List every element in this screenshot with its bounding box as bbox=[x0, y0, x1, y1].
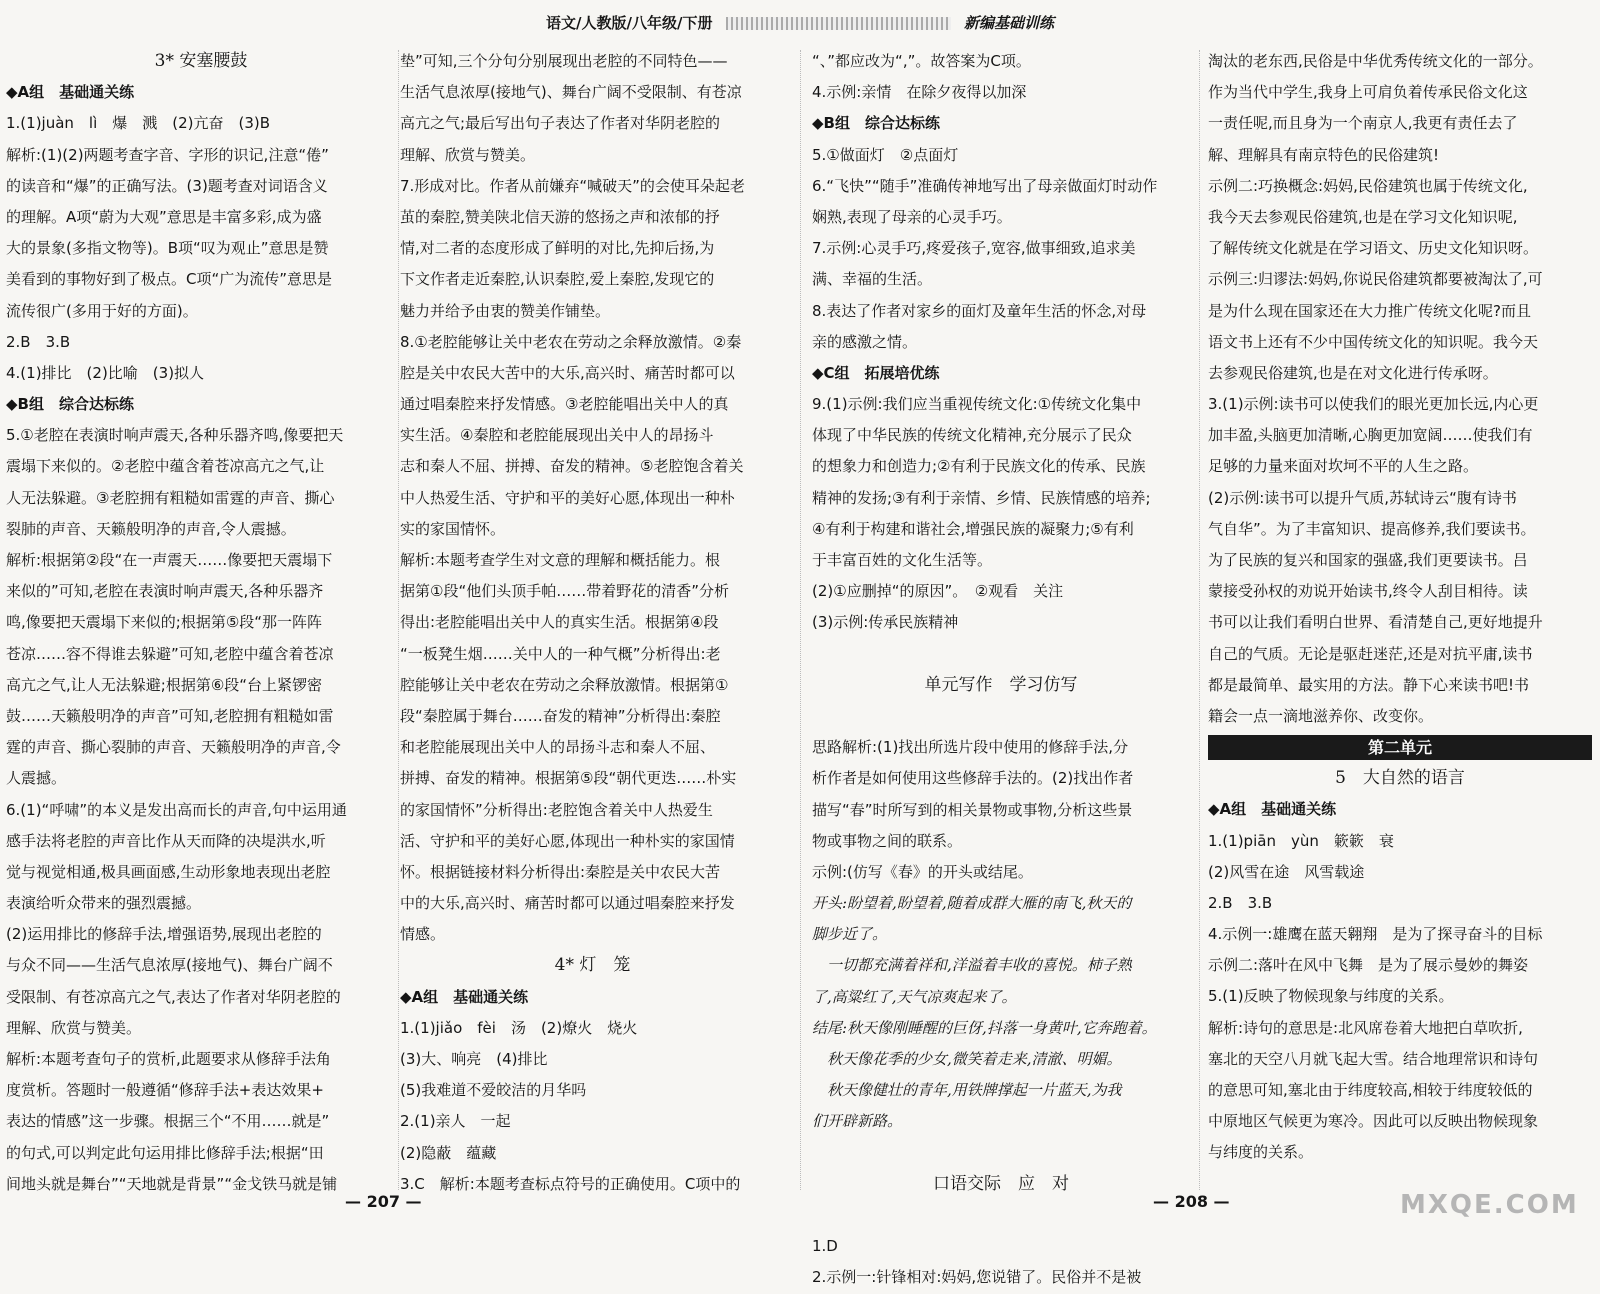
answer-line: 自己的气质。无论是驱赶迷茫,还是对抗平庸,读书 bbox=[1208, 644, 1533, 663]
answer-line: (2)隐蔽 蕴藏 bbox=[400, 1143, 497, 1162]
answer-line: 8.表达了作者对家乡的面灯及童年生活的怀念,对母 bbox=[812, 301, 1147, 320]
sample-text-line: 们开辟新路。 bbox=[812, 1112, 903, 1131]
answer-line: 解析:诗句的意思是:北风席卷着大地把白草吹折, bbox=[1208, 1018, 1523, 1037]
answer-line: 满、幸福的生活。 bbox=[812, 270, 933, 289]
section-title: 3* 安塞腰鼓 bbox=[154, 51, 248, 71]
answer-line: 娴熟,表现了母亲的心灵手巧。 bbox=[812, 207, 1012, 226]
answer-line: 苍凉……容不得谁去躲避”可知,老腔中蕴含着苍凉 bbox=[6, 644, 334, 663]
answer-line: 的理解。A项“蔚为大观”意思是丰富多彩,成为盛 bbox=[6, 207, 322, 226]
answer-line: 据第①段“他们头顶手帕……带着野花的清香”分析 bbox=[400, 582, 729, 601]
header-subject: 语文/人教版/八年级/下册 bbox=[546, 14, 713, 32]
column-divider bbox=[398, 50, 399, 1190]
answer-line: 了解传统文化就是在学习语文、历史文化知识呀。 bbox=[1208, 239, 1539, 258]
answer-line: 析作者是如何使用这些修辞手法的。(2)找出作者 bbox=[812, 769, 1134, 788]
answer-line: 活、守护和平的美好心愿,体现出一种朴实的家国情 bbox=[400, 831, 735, 850]
sample-text-line: 秋天像健壮的青年,用铁牌撑起一片蓝天,为我 bbox=[812, 1081, 1122, 1100]
answer-line: 籍会一点一滴地滋养你、改变你。 bbox=[1208, 706, 1434, 725]
answer-line: 实生活。④秦腔和老腔能展现出关中人的昂扬斗 bbox=[400, 426, 714, 445]
answer-line: (3)大、响亮 (4)排比 bbox=[400, 1050, 548, 1068]
answer-line: 解、理解具有南京特色的民俗建筑! bbox=[1208, 145, 1440, 164]
answer-line: 8.①老腔能够让关中老农在劳动之余释放激情。②秦 bbox=[400, 332, 742, 351]
answer-line: 解析:根据第②段“在一声震天……像要把天震塌下 bbox=[6, 551, 333, 569]
answer-line: 霆的声音、撕心裂肺的声音、天籁般明净的声音,令 bbox=[6, 738, 341, 757]
answer-line: 我今天去参观民俗建筑,也是在学习文化知识呢, bbox=[1208, 207, 1518, 226]
answer-line: 表演给听众带来的强烈震撼。 bbox=[6, 894, 202, 913]
answer-line: 3.C 解析:本题考查标点符号的正确使用。C项中的 bbox=[400, 1174, 741, 1193]
answer-line: 精神的发扬;③有利于亲情、乡情、民族情感的培养; bbox=[812, 488, 1151, 507]
page-number-right: — 208 — bbox=[1153, 1192, 1230, 1211]
answer-line: “一板凳生烟……关中人的一种气概”分析得出:老 bbox=[400, 644, 721, 663]
answer-line: 与纬度的关系。 bbox=[1208, 1143, 1314, 1162]
sample-text-line: 结尾:秋天像刚睡醒的巨伢,抖落一身黄叶,它奔跑着。 bbox=[812, 1018, 1157, 1037]
section-title: 4* 灯 笼 bbox=[554, 955, 631, 976]
answer-line: (2)示例:读书可以提升气质,苏轼诗云“腹有诗书 bbox=[1208, 488, 1517, 507]
group-heading: ◆A组 基础通关练 bbox=[1208, 800, 1337, 819]
answer-line: 解析:本题考查学生对文意的理解和概括能力。根 bbox=[400, 551, 721, 569]
answer-line: 通过唱秦腔来抒发情感。③老腔能唱出关中人的真 bbox=[400, 395, 729, 414]
answer-line: 的读音和“爆”的正确写法。(3)题考查对词语含义 bbox=[6, 176, 328, 195]
answer-line: 裂肺的声音、天籁般明净的声音,令人震撼。 bbox=[6, 519, 296, 538]
sample-text-line: 开头:盼望着,盼望着,随着成群大雁的南飞,秋天的 bbox=[812, 894, 1132, 913]
answer-line: 都是最简单、最实用的方法。静下心来读书吧!书 bbox=[1208, 675, 1530, 694]
answer-line: 4.示例:亲情 在除夕夜得以加深 bbox=[812, 83, 1027, 102]
answer-line: 2.B 3.B bbox=[6, 332, 71, 351]
answer-line: 7.示例:心灵手巧,疼爱孩子,宽容,做事细致,追求美 bbox=[812, 239, 1136, 258]
sample-text-line: 脚步近了。 bbox=[812, 925, 888, 944]
page-number-left: — 207 — bbox=[345, 1192, 422, 1211]
answer-line: 1.D bbox=[812, 1237, 838, 1256]
answer-line: 流传很广(多用于好的方面)。 bbox=[6, 301, 198, 320]
sample-text-line: 秋天像花季的少女,微笑着走来,清澈、明媚。 bbox=[812, 1050, 1122, 1068]
answer-line: 震塌下来似的。②老腔中蕴含着苍凉高亢之气,让 bbox=[6, 457, 325, 476]
answer-line: 7.形成对比。作者从前嫌弃“喊破天”的会使耳朵起老 bbox=[400, 176, 745, 195]
answer-line: 中人热爱生活、守护和平的美好心愿,体现出一种朴 bbox=[400, 488, 735, 507]
answer-line: (5)我难道不爱皎洁的月华吗 bbox=[400, 1081, 587, 1100]
answer-line: 间地头就是舞台”“天地就是背景”“金戈铁马就是铺 bbox=[6, 1174, 338, 1193]
answer-line: 美看到的事物好到了极点。C项“广为流传”意思是 bbox=[6, 270, 333, 289]
answer-line: 度赏析。答题时一般遵循“修辞手法+表达效果+ bbox=[6, 1081, 324, 1100]
answer-line: 茧的秦腔,赞美陕北信天游的悠扬之声和浓郁的抒 bbox=[400, 207, 720, 226]
answer-line: 5.①做面灯 ②点面灯 bbox=[812, 145, 959, 164]
answer-line: 体现了中华民族的传统文化精神,充分展示了民众 bbox=[812, 426, 1132, 445]
answer-line: “、”都应改为“,”。故答案为C项。 bbox=[812, 52, 1031, 70]
answer-line: 受限制、有苍凉高亢之气,表达了作者对华阴老腔的 bbox=[6, 987, 341, 1006]
section-title: 单元写作 学习仿写 bbox=[924, 674, 1078, 695]
answer-line: 解析:本题考查句子的赏析,此题要求从修辞手法角 bbox=[6, 1050, 331, 1068]
answer-line: 2.(1)亲人 一起 bbox=[400, 1112, 511, 1131]
answer-line: 腔能够让关中老农在劳动之余释放激情。根据第① bbox=[400, 675, 729, 694]
header-decorative-bar bbox=[726, 17, 951, 30]
answer-line: 的句式,可以判定此句运用排比修辞手法;根据“田 bbox=[6, 1143, 324, 1162]
answer-line: 垫”可知,三个分句分别展现出老腔的不同特色—— bbox=[400, 52, 728, 70]
answer-line: 理解、欣赏与赞美。 bbox=[6, 1018, 142, 1037]
answer-line: 鸣,像要把天震塌下来似的;根据第⑤段“那一阵阵 bbox=[6, 613, 323, 632]
answer-line: (2)①应删掉“的原因”。 ②观看 关注 bbox=[812, 582, 1064, 601]
answer-line: 感手法将老腔的声音比作从天而降的决堤洪水,听 bbox=[6, 831, 326, 850]
answer-line: 与众不同——生活气息浓厚(接地气)、舞台广阔不 bbox=[6, 956, 333, 975]
answer-line: 6.“飞快”“随手”准确传神地写出了母亲做面灯时动作 bbox=[812, 176, 1158, 195]
answer-line: 作为当代中学生,我身上可肩负着传承民俗文化这 bbox=[1208, 83, 1528, 102]
answer-line: 人震撼。 bbox=[6, 769, 67, 788]
answer-line: 示例:(仿写《春》的开头或结尾。 bbox=[812, 862, 1033, 881]
answer-line: 一责任呢,而且身为一个南京人,我更有责任去了 bbox=[1208, 114, 1518, 133]
answer-line: 语文书上还有不少中国传统文化的知识呢。我今天 bbox=[1208, 332, 1539, 351]
answer-line: 得出:老腔能唱出关中人的真实生活。根据第④段 bbox=[400, 613, 719, 632]
answer-line: (2)风雪在途 风雪载途 bbox=[1208, 862, 1365, 881]
answer-line: 气自华”。为了丰富知识、提高修养,我们要读书。 bbox=[1208, 519, 1536, 538]
answer-line: 腔是关中农民大苦中的大乐,高兴时、痛苦时都可以 bbox=[400, 363, 735, 382]
spacer bbox=[812, 639, 1190, 670]
answer-line: 4.(1)排比 (2)比喻 (3)拟人 bbox=[6, 363, 205, 382]
answer-line: 和老腔能展现出关中人的昂扬斗志和秦人不屈、 bbox=[400, 738, 716, 757]
answer-line: 生活气息浓厚(接地气)、舞台广阔不受限制、有苍凉 bbox=[400, 83, 742, 102]
answer-line: 2.B 3.B bbox=[1208, 893, 1273, 912]
group-heading: ◆B组 综合达标练 bbox=[812, 114, 940, 133]
column-4 bbox=[1208, 46, 1592, 1169]
answer-line: 1.(1)juàn lì 爆 溅 (2)亢奋 (3)B bbox=[6, 114, 271, 133]
answer-line: 人无法躲避。③老腔拥有粗糙如雷霆的声音、撕心 bbox=[6, 488, 335, 507]
spacer bbox=[812, 1200, 1190, 1231]
answer-line: 9.(1)示例:我们应当重视传统文化:①传统文化集中 bbox=[812, 395, 1142, 414]
group-heading: ◆A组 基础通关练 bbox=[6, 83, 135, 102]
answer-line: 物或事物之间的联系。 bbox=[812, 831, 963, 850]
header-series: 新编基础训练 bbox=[963, 14, 1054, 32]
answer-line: 塞北的天空八月就飞起大雪。结合地理常识和诗句 bbox=[1208, 1049, 1539, 1068]
answer-line: 加丰盈,头脑更加清晰,心胸更加宽阔……使我们有 bbox=[1208, 426, 1533, 445]
answer-line: 示例三:归谬法:妈妈,你说民俗建筑都要被淘汰了,可 bbox=[1208, 270, 1543, 289]
column-1 bbox=[6, 46, 396, 1200]
answer-line: (2)运用排比的修辞手法,增强语势,展现出老腔的 bbox=[6, 925, 322, 944]
group-heading: ◆C组 拓展培优练 bbox=[812, 363, 940, 382]
answer-line: 1.(1)piān yùn 簌簌 衰 bbox=[1208, 831, 1394, 850]
sample-text-line: 一切都充满着祥和,洋溢着丰收的喜悦。柿子熟 bbox=[812, 956, 1132, 975]
unit-banner: 第二单元 bbox=[1208, 735, 1592, 760]
answer-line: 的意思可知,塞北由于纬度较高,相较于纬度较低的 bbox=[1208, 1081, 1533, 1099]
answer-line: 解析:(1)(2)两题考查字音、字形的识记,注意“倦” bbox=[6, 145, 329, 164]
answer-line: 书可以让我们看明白世界、看清楚自己,更好地提升 bbox=[1208, 613, 1543, 632]
answer-line: 6.(1)“呼啸”的本义是发出高而长的声音,句中运用通 bbox=[6, 800, 347, 819]
spacer bbox=[812, 701, 1190, 732]
group-heading: ◆A组 基础通关练 bbox=[400, 987, 529, 1006]
answer-line: 的家国情怀”分析得出:老腔饱含着关中人热爱生 bbox=[400, 800, 713, 819]
answer-line: 是为什么现在国家还在大力推广传统文化呢?而且 bbox=[1208, 301, 1531, 320]
answer-line: (3)示例:传承民族精神 bbox=[812, 613, 959, 632]
answer-line: 怀。根据链接材料分析得出:秦腔是关中农民大苦 bbox=[400, 862, 721, 881]
section-title: 5 大自然的语言 bbox=[1335, 768, 1465, 789]
answer-line: 下文作者走近秦腔,认识秦腔,爱上秦腔,发现它的 bbox=[400, 270, 715, 289]
answer-line: 亲的感激之情。 bbox=[812, 332, 918, 351]
answer-line: 志和秦人不屈、拼搏、奋发的精神。⑤老腔饱含着关 bbox=[400, 457, 744, 476]
answer-line: 3.(1)示例:读书可以使我们的眼光更加长远,内心更 bbox=[1208, 395, 1539, 414]
sample-text-line: 了,高粱红了,天气凉爽起来了。 bbox=[812, 987, 1017, 1006]
answer-line: 高亢之气;最后写出句子表达了作者对华阴老腔的 bbox=[400, 114, 721, 133]
answer-line: 高亢之气,让人无法躲避;根据第⑥段“台上紧锣密 bbox=[6, 675, 323, 694]
page-divider bbox=[800, 50, 801, 1190]
answer-line: 大的景象(多指文物等)。B项“叹为观止”意思是赞 bbox=[6, 239, 329, 258]
answer-line: 示例二:巧换概念:妈妈,民俗建筑也属于传统文化, bbox=[1208, 176, 1528, 195]
answer-line: 表达的情感”这一步骤。根据三个“不用……就是” bbox=[6, 1112, 330, 1131]
answer-line: 4.示例一:雄鹰在蓝天翱翔 是为了探寻奋斗的目标 bbox=[1208, 925, 1543, 944]
answer-line: 拼搏、奋发的精神。根据第⑤段“朝代更迭……朴实 bbox=[400, 769, 737, 788]
watermark: MXQE.COM bbox=[1400, 1190, 1579, 1220]
answer-line: 淘汰的老东西,民俗是中华优秀传统文化的一部分。 bbox=[1208, 52, 1543, 70]
column-3 bbox=[812, 46, 1190, 1294]
answer-line: 去参观民俗建筑,也是在对文化进行传承呀。 bbox=[1208, 363, 1498, 382]
answer-line: 觉与视觉相通,极具画面感,生动形象地表现出老腔 bbox=[6, 862, 331, 881]
answer-line: 鼓……天籁般明净的声音”可知,老腔拥有粗糙如雷 bbox=[6, 706, 334, 725]
answer-line: 实的家国情怀。 bbox=[400, 519, 506, 538]
page-header bbox=[0, 0, 1600, 46]
column-2 bbox=[400, 46, 785, 1200]
answer-line: ④有利于构建和谐社会,增强民族的凝聚力;⑤有利 bbox=[812, 519, 1134, 538]
answer-line: 思路解析:(1)找出所选片段中使用的修辞手法,分 bbox=[812, 738, 1129, 757]
answer-line: 的想象力和创造力;②有利于民族文化的传承、民族 bbox=[812, 457, 1146, 476]
column-divider bbox=[1199, 50, 1200, 1190]
answer-line: 情,对二者的态度形成了鲜明的对比,先抑后扬,为 bbox=[400, 239, 715, 258]
answer-line: 5.(1)反映了物候现象与纬度的关系。 bbox=[1208, 987, 1454, 1006]
answer-line: 理解、欣赏与赞美。 bbox=[400, 145, 536, 164]
answer-line: 中原地区气候更为寒冷。因此可以反映出物候现象 bbox=[1208, 1112, 1539, 1131]
answer-line: 于丰富百姓的文化生活等。 bbox=[812, 551, 993, 569]
answer-line: 中的大乐,高兴时、痛苦时都可以通过唱秦腔来抒发 bbox=[400, 894, 735, 913]
answer-line: 足够的力量来面对坎坷不平的人生之路。 bbox=[1208, 457, 1479, 476]
answer-line: 5.①老腔在表演时响声震天,各种乐器齐鸣,像要把天 bbox=[6, 426, 344, 445]
answer-line: 为了民族的复兴和国家的强盛,我们更要读书。吕 bbox=[1208, 551, 1528, 569]
answer-line: 1.(1)jiǎo fèi 汤 (2)燎火 烧火 bbox=[400, 1018, 638, 1037]
answer-line: 2.示例一:针锋相对:妈妈,您说错了。民俗并不是被 bbox=[812, 1268, 1142, 1287]
answer-line: 示例二:落叶在风中飞舞 是为了展示曼妙的舞姿 bbox=[1208, 956, 1529, 975]
section-title: 口语交际 应 对 bbox=[933, 1173, 1069, 1194]
group-heading: ◆B组 综合达标练 bbox=[6, 395, 134, 414]
spacer bbox=[812, 1138, 1190, 1169]
answer-line: 蒙接受孙权的劝说开始读书,终令人刮目相待。读 bbox=[1208, 582, 1528, 601]
answer-line: 情感。 bbox=[400, 925, 446, 944]
answer-line: 段“秦腔属于舞台……奋发的精神”分析得出:秦腔 bbox=[400, 706, 721, 725]
answer-line: 描写“春”时所写到的相关景物或事物,分析这些景 bbox=[812, 800, 1133, 819]
answer-line: 来似的”可知,老腔在表演时响声震天,各种乐器齐 bbox=[6, 582, 324, 601]
answer-line: 魅力并给予由衷的赞美作铺垫。 bbox=[400, 301, 611, 320]
